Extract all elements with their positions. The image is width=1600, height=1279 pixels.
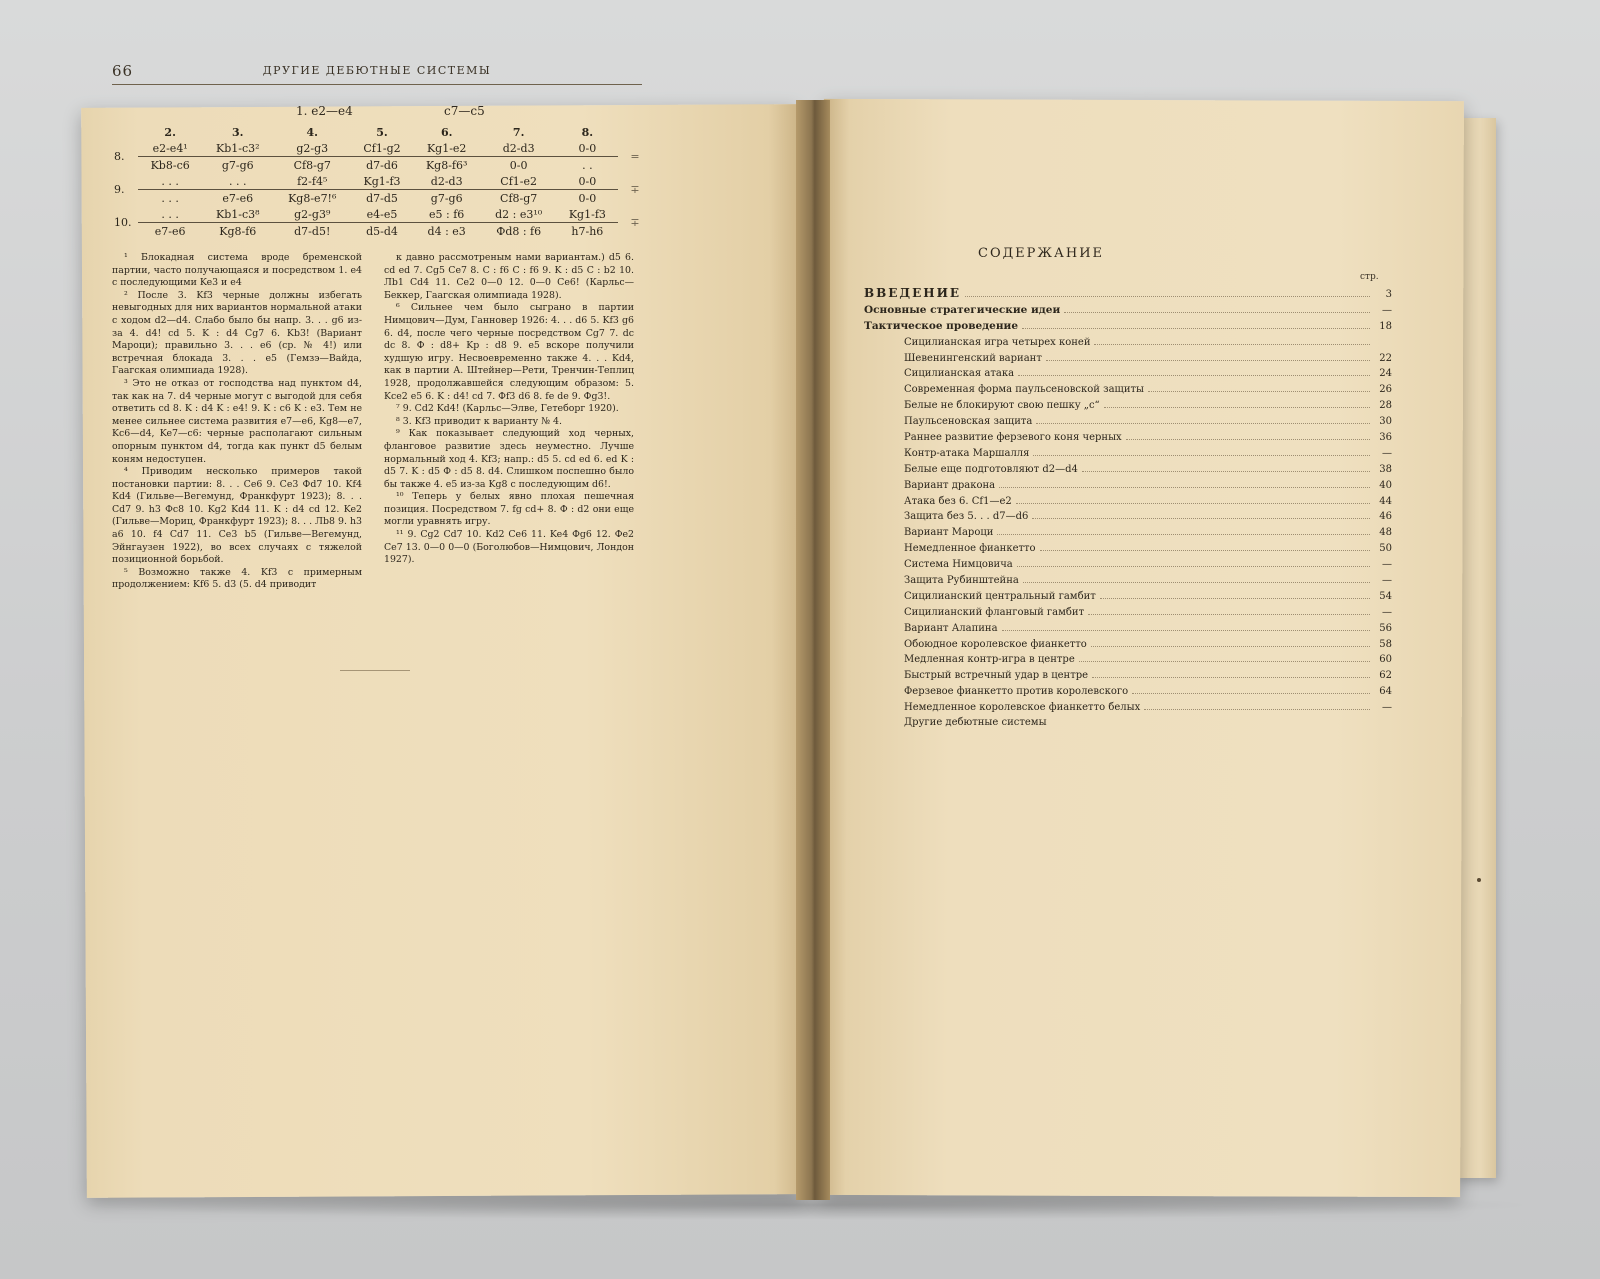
ink-dot <box>1477 878 1481 882</box>
toc-leader-dots <box>1022 318 1370 329</box>
toc-entry-label: Вариант Мароци <box>904 527 994 539</box>
toc-leader-dots <box>1046 350 1370 361</box>
white-move: . . . <box>202 173 273 190</box>
white-move: Kb1-c3² <box>202 140 273 157</box>
toc-entry-label: Вариант Алапина <box>904 622 998 634</box>
toc-entry-page: 28 <box>1379 400 1392 412</box>
white-move: g2-g3⁹ <box>273 206 351 223</box>
evaluation: ∓ <box>630 216 640 229</box>
footnote: ⁵ Возможно также 4. Kf3 с примерным продолжением: Kf6 5. d3 (5. d4 приводит <box>112 566 362 591</box>
footnote: ⁶ Сильнее чем было сыграно в партии Нимцович—Дум, Ганновер 1926: 4. . . d6 5. Kf3 g6 6. d4, после чего черные посредством Cg7 7. dc dc 8. Ф : d8+ Kp : d8 9. e5 вскоре получили худшую игру. Несвоевременно также 4. . . Kd4, как в партии А. Штейнер—Рети, Тренчин-Теплиц 1928, продолжавшейся следующим образом: 5. Kce2 e5 6. K : d4! cd 7. Фf3 d6 8. fe de 9. Фg3!. <box>384 302 634 402</box>
black-move: . . <box>582 158 593 172</box>
table-row-white <box>112 140 652 157</box>
toc-entry-page: — <box>1382 304 1392 316</box>
toc-entry-label: Контр-атака Маршалля <box>904 447 1030 459</box>
toc-entry-page: — <box>1382 606 1392 618</box>
toc-entry-page: 46 <box>1379 511 1392 523</box>
toc-entry <box>864 699 1392 715</box>
contents-title: СОДЕРЖАНИЕ <box>978 246 1105 261</box>
toc-entry <box>864 365 1392 381</box>
black-move: Kg8-f6 <box>219 224 257 238</box>
toc-entry-label: Паульсеновская защита <box>904 416 1033 428</box>
toc-entry-page: 18 <box>1379 320 1392 332</box>
toc-entry <box>864 636 1392 652</box>
table-header-row <box>112 124 652 140</box>
toc-entry-label: Система Нимцовича <box>904 559 1013 571</box>
toc-entry-label: Сицилианская игра четырех коней <box>904 336 1091 348</box>
eval-header <box>618 124 652 140</box>
footnote: ¹⁰ Теперь у белых явно плохая пешечная позиция. Посредством 7. fg cd+ 8. Ф : d2 они еще могли уравнять игру. <box>384 491 634 528</box>
running-head-title: ДРУГИЕ ДЕБЮТНЫЕ СИСТЕМЫ <box>262 64 492 77</box>
black-move: d7-d5! <box>294 224 331 238</box>
toc-entry <box>864 445 1392 461</box>
evaluation: = <box>630 150 640 163</box>
toc-leader-dots <box>1023 572 1370 583</box>
toc-entry-page: 44 <box>1379 495 1392 507</box>
toc-entry-page: 64 <box>1379 686 1392 698</box>
toc-entry-page: 36 <box>1379 432 1392 444</box>
move-number-header: 7. <box>512 125 525 139</box>
white-move: . . . <box>138 206 202 223</box>
white-first-move: 1. e2—e4 <box>296 104 353 118</box>
row-number: 10. <box>114 216 132 229</box>
toc-leader-dots <box>1144 699 1370 710</box>
variation-table <box>112 124 652 239</box>
toc-entry <box>864 683 1392 699</box>
black-first-move: c7—c5 <box>444 104 485 118</box>
footnotes-left-column <box>112 252 362 592</box>
toc-entry-label: Белые не блокируют свою пешку „c“ <box>904 400 1100 412</box>
toc-leader-dots <box>1132 683 1370 694</box>
opening-moves <box>112 104 642 122</box>
toc-leader-dots <box>1064 302 1370 313</box>
evaluation: ∓ <box>630 183 640 196</box>
black-move: Cf8-g7 <box>293 158 331 172</box>
toc-entry <box>864 318 1392 334</box>
toc-entry-page: 54 <box>1379 590 1392 602</box>
page-number: 66 <box>112 62 134 80</box>
black-move: d4 : e3 <box>427 224 466 238</box>
white-move: f2-f4⁵ <box>273 173 351 190</box>
toc-entry <box>864 715 1392 731</box>
toc-entry-page: — <box>1382 702 1392 714</box>
white-move: d2 : e3¹⁰ <box>481 206 557 223</box>
toc-entry <box>864 302 1392 318</box>
toc-entry-label: Вариант дракона <box>904 479 996 491</box>
toc-entry-page: 3 <box>1385 289 1392 300</box>
toc-leader-dots <box>1036 413 1370 424</box>
white-move: g2-g3 <box>273 140 351 157</box>
toc-entry <box>864 493 1392 509</box>
toc-entry <box>864 397 1392 413</box>
table-row-black <box>112 190 652 207</box>
footnote: ⁴ Приводим несколько примеров такой постановки партии: 8. . . Ce6 9. Ce3 Фd7 10. Kf4 Kd4 (Гильве—Вегемунд, Франкфурт 1923); 8. . . Cd7 9. h3 Фc8 10. Kg2 Kd4 11. K : d4 cd 12. Ke2 (Гильве—Мориц, Франкфурт 1923); 8. . . Лb8 9. h3 a6 10. f4 Cd7 11. Ce3 b5 (Гильве—Вегемунд, Эйнгаузен 1922), во всех случаях с тяжелой позиционной борьбой. <box>112 466 362 566</box>
white-move: Kg1-f3 <box>351 173 413 190</box>
toc-leader-dots <box>1017 556 1370 567</box>
black-move: d5-d4 <box>366 224 398 238</box>
table-row-black <box>112 157 652 174</box>
toc-leader-dots <box>1016 493 1370 504</box>
black-move: Kg8-e7!⁶ <box>288 191 337 205</box>
toc-entry <box>864 524 1392 540</box>
footnote: ² После 3. Kf3 черные должны избегать невыгодных для них вариантов нормальной атаки с ходом d2—d4. Слабо было бы напр. 3. . . g6 из-за 4. d4! cd 5. K : d4 Cg7 6. Kb3! (Вариант Мароци); правильно 3. . . e6 (ср. № 4!) или встречная блокада 3. . . e5 (Гемзэ—Вайда, Гаагская олимпиада 1928). <box>112 289 362 377</box>
white-move: . . . <box>138 173 202 190</box>
toc-entry-page: 26 <box>1379 384 1392 396</box>
toc-entry <box>864 461 1392 477</box>
row-number-header <box>112 124 138 140</box>
white-move: 0-0 <box>557 173 618 190</box>
toc-entry-label: Сицилианский фланговый гамбит <box>904 606 1085 618</box>
white-move: e2-e4¹ <box>138 140 202 157</box>
toc-entry-label: Немедленное королевское фианкетто белых <box>904 702 1141 714</box>
black-move: Kg8-f6³ <box>425 158 468 172</box>
toc-entry <box>864 588 1392 604</box>
toc-entry <box>864 508 1392 524</box>
toc-entry <box>864 604 1392 620</box>
toc-entry-label: Раннее развитие ферзевого коня черных <box>904 432 1122 444</box>
toc-entry <box>864 381 1392 397</box>
toc-leader-dots <box>1082 461 1370 472</box>
toc-entry-page: — <box>1382 559 1392 571</box>
toc-entry-page: 48 <box>1379 527 1392 539</box>
black-move: h7-h6 <box>571 224 604 238</box>
footnote: ⁹ Как показывает следующий ход черных, фланговое развитие здесь неуместно. Лучше нормальный ход 4. Kf3; напр.: d5 5. cd ed 6. ed K : d5 7. K : d5 Ф : d5 8. d4. Слишком поспешно было бы также 4. e5 из-за Kg8 с последующим d6!. <box>384 428 634 490</box>
move-number-header: 2. <box>164 125 176 139</box>
white-move: e4-e5 <box>351 206 413 223</box>
black-move: Cf8-g7 <box>500 191 538 205</box>
footnote: ⁸ 3. Kf3 приводит к варианту № 4. <box>396 415 562 427</box>
toc-entry-label: Сицилианский центральный гамбит <box>904 590 1096 602</box>
toc-entry <box>864 667 1392 683</box>
toc-entry <box>864 334 1392 350</box>
toc-entry-page: 58 <box>1379 638 1392 650</box>
toc-entry <box>864 572 1392 588</box>
toc-leader-dots <box>1100 588 1370 599</box>
toc-entry-label: Шевенингенский вариант <box>904 352 1042 364</box>
toc-entry-label: Обоюдное королевское фианкетто <box>904 638 1087 650</box>
black-move: g7-g6 <box>430 191 463 205</box>
toc-leader-dots <box>1104 397 1370 408</box>
book-spine <box>796 100 830 1200</box>
toc-entry <box>864 429 1392 445</box>
toc-entry <box>864 286 1392 302</box>
row-number: 9. <box>114 183 125 196</box>
toc-leader-dots <box>999 477 1370 488</box>
toc-entry-page: 38 <box>1379 463 1392 475</box>
toc-entry-page: 30 <box>1379 416 1392 428</box>
toc-entry-label: Тактическое проведение <box>864 319 1019 332</box>
black-move: 0-0 <box>578 191 597 205</box>
toc-entry-label: Атака без 6. Cf1—e2 <box>904 495 1012 507</box>
white-move: Kg1-e2 <box>413 140 481 157</box>
white-move: Kb1-c3⁸ <box>202 206 273 223</box>
white-move: Cf1-e2 <box>481 173 557 190</box>
black-move: e7-e6 <box>154 224 186 238</box>
toc-entry-label: Современная форма паульсеновской защиты <box>904 384 1144 396</box>
table-row-black <box>112 223 652 240</box>
toc-entry-page: — <box>1382 447 1392 459</box>
toc-entry <box>864 350 1392 366</box>
toc-entry-label: Защита Рубинштейна <box>904 575 1019 587</box>
toc-entry-page: 60 <box>1379 654 1392 666</box>
toc-entry <box>864 413 1392 429</box>
toc-leader-dots <box>997 524 1370 535</box>
toc-entry <box>864 620 1392 636</box>
footnote: к давно рассмотреным нами вариантам.) d5 6. cd ed 7. Cg5 Ce7 8. C : f6 C : f6 9. K : d5 C : b2 10. Лb1 Cd4 11. Ce2 0—0 12. 0—0 Ce6! (Карльс—Беккер, Гаагская олимпиада 1928). <box>384 252 634 301</box>
toc-entry-label: Другие дебютные системы <box>904 717 1047 729</box>
black-move: d7-d6 <box>366 158 398 172</box>
toc-leader-dots <box>1148 381 1370 392</box>
footnote: ⁷ 9. Cd2 Kd4! (Карльс—Элве, Гетеборг 1920). <box>396 403 619 415</box>
black-move: g7-g6 <box>221 158 254 172</box>
toc-entry-page: 62 <box>1379 670 1392 682</box>
footnotes-right-column <box>384 252 634 567</box>
black-move: Фd8 : f6 <box>496 224 542 238</box>
toc-leader-dots <box>1088 604 1370 615</box>
toc-leader-dots <box>1018 365 1370 376</box>
white-move: Cf1-g2 <box>351 140 413 157</box>
end-rule <box>340 670 410 671</box>
toc-entry-page: 56 <box>1379 622 1392 634</box>
table-row-white <box>112 173 652 190</box>
toc-entry-label: Немедленное фианкетто <box>904 543 1036 555</box>
black-move: e7-e6 <box>222 191 254 205</box>
table-row-white <box>112 206 652 223</box>
toc-leader-dots <box>1126 429 1370 440</box>
white-move: 0-0 <box>557 140 618 157</box>
toc-leader-dots <box>1094 334 1370 345</box>
toc-entry <box>864 651 1392 667</box>
toc-entry-label: Ферзевое фианкетто против королевского <box>904 686 1129 698</box>
toc-entry-page: 22 <box>1379 352 1392 364</box>
move-number-header: 5. <box>376 125 388 139</box>
toc-entry-label: Медленная контр-игра в центре <box>904 654 1075 666</box>
toc-entry <box>864 556 1392 572</box>
black-move: . . . <box>161 191 179 205</box>
toc-entry-label: Быстрый встречный удар в центре <box>904 670 1089 682</box>
toc-entry-page: — <box>1382 575 1392 587</box>
toc-leader-dots <box>965 286 1370 297</box>
toc-leader-dots <box>1092 667 1370 678</box>
toc-entry-page: 40 <box>1379 479 1392 491</box>
toc-entry-label: Белые еще подготовляют d2—d4 <box>904 463 1078 475</box>
toc-entry-label: ВВЕДЕНИЕ <box>864 286 962 300</box>
toc-entry-label: Защита без 5. . . d7—d6 <box>904 511 1029 523</box>
toc-entry <box>864 540 1392 556</box>
toc-leader-dots <box>1002 620 1370 631</box>
table-of-contents <box>864 286 1392 731</box>
white-move: d2-d3 <box>481 140 557 157</box>
toc-leader-dots <box>1051 715 1370 725</box>
toc-entry-page: 24 <box>1379 368 1392 380</box>
footnote: ¹¹ 9. Cg2 Cd7 10. Kd2 Ce6 11. Ke4 Фg6 12. Фe2 Ce7 13. 0—0 0—0 (Боголюбов—Нимцович, Лондон 1927). <box>384 529 634 566</box>
move-number-header: 3. <box>232 125 244 139</box>
toc-leader-dots <box>1033 445 1370 456</box>
footnote: ³ Это не отказ от господства над пунктом d4, так как на 7. d4 черные могут с выгодой для себя ответить cd 8. K : d4 K : e4! 9. K : c6 K : e3. Тем не менее сильнее система развития e7—e6, Kg8—e7, Kc6—d4, Ke7—c6: черные располагают сильным опорным пунктом d4, тогда как пункт d5 белым коням недоступен. <box>112 377 362 465</box>
toc-leader-dots <box>1040 540 1370 551</box>
toc-entry-label: Сицилианская атака <box>904 368 1015 380</box>
move-number-header: 8. <box>581 125 594 139</box>
move-number-header: 4. <box>306 125 318 139</box>
toc-entry-label: Основные стратегические идеи <box>864 303 1061 316</box>
white-move: d2-d3 <box>413 173 481 190</box>
row-number: 8. <box>114 150 125 163</box>
running-header <box>112 60 642 85</box>
toc-leader-dots <box>1079 651 1370 662</box>
white-move: Kg1-f3 <box>557 206 618 223</box>
toc-entry-page: 50 <box>1379 543 1392 555</box>
toc-leader-dots <box>1032 508 1370 519</box>
black-move: 0-0 <box>509 158 528 172</box>
footnote: ¹ Блокадная система вроде бременской партии, часто получающаяся и посредством 1. e4 с последующими Ke3 и e4 <box>112 252 362 289</box>
move-number-header: 6. <box>440 125 453 139</box>
toc-leader-dots <box>1091 636 1370 647</box>
page-column-label: стр. <box>1360 272 1379 282</box>
black-move: Kb8-c6 <box>150 158 190 172</box>
black-move: d7-d5 <box>366 191 398 205</box>
white-move: e5 : f6 <box>413 206 481 223</box>
toc-entry <box>864 477 1392 493</box>
